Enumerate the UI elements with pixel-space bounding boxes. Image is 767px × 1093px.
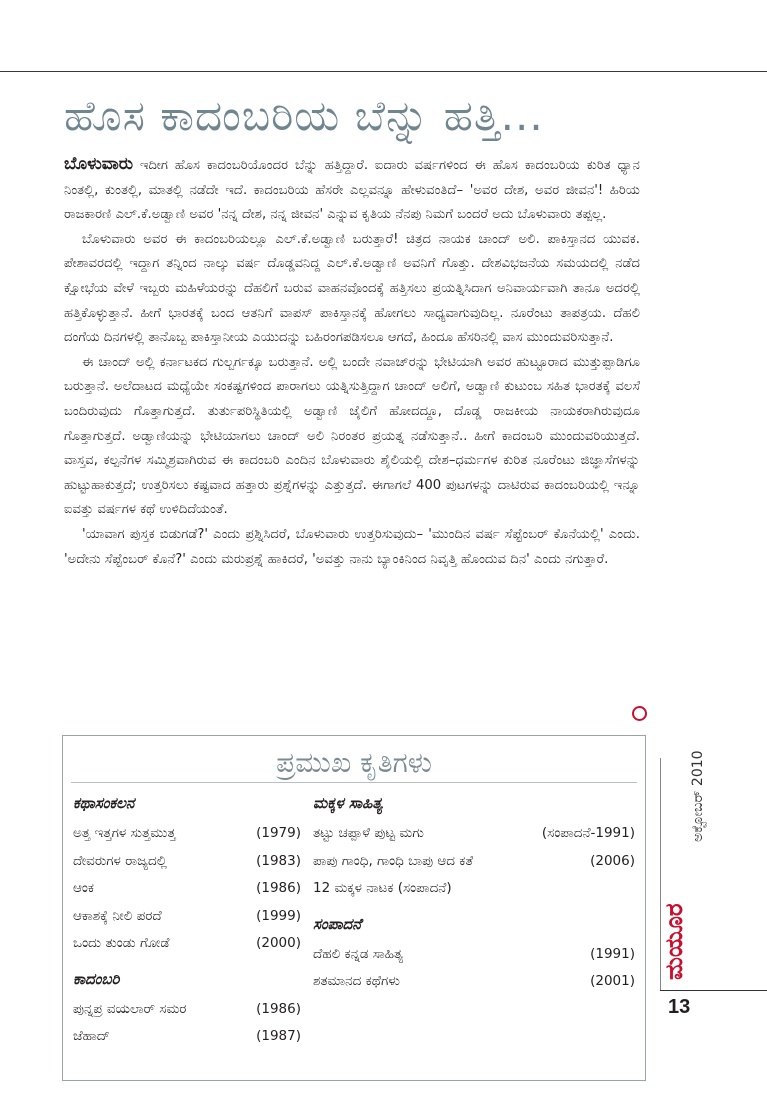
list-item: [313, 941, 635, 969]
works-column-right: [313, 790, 635, 996]
works-box: [62, 735, 646, 1081]
work-year: [629, 875, 635, 903]
page-number: 13: [668, 996, 691, 1018]
work-year: (2001): [590, 973, 635, 989]
work-name: ಪುನ್ನಪ್ರ ವಯಲಾರ್ ಸಮರ: [73, 1000, 187, 1017]
work-name: ದೇವರುಗಳ ರಾಜ್ಯದಲ್ಲಿ: [73, 852, 167, 869]
category-novels: ಕಾದಂಬರಿ: [73, 969, 120, 988]
works-column-left: [73, 790, 301, 1051]
category-children-literature: ಮಕ್ಕಳ ಸಾಹಿತ್ಯ: [313, 794, 383, 812]
work-name: ದೆಹಲಿ ಕನ್ನಡ ಸಾಹಿತ್ಯ: [313, 945, 404, 962]
article-paragraph-3: ಈ ಚಾಂದ್ ಅಲ್ಲಿ ಕರ್ನಾಟಕದ ಗುಲ್ಬರ್ಗಕ್ಕೂ ಬರುತ್ತಾನೆ. ಅಲ್ಲಿ ಬಂದೇ ನವಾಜ್‌ರನ್ನು ಭೇಟಿಯಾಗಿ ಅವರ ಹುಟ್ಟೂರಾದ ಮುತ್ತುಪ್ಪಾಡಿಗೂ ಬರುತ್ತಾನೆ. ಅಲೆದಾಟದ ಮಧ್ಯೆಯೇ ಸಂಕಷ್ಟಗಳಿಂದ ಪಾರಾಗಲು ಯತ್ನಿಸುತ್ತಿದ್ದಾಗ ಚಾಂದ್ ಅಲಿಗೆ, ಅಡ್ವಾಣಿ ಕುಟುಂಬ ಸಹಿತ ಭಾರತಕ್ಕೆ ವಲಸೆ ಬಂದಿರುವುದು ಗೊತ್ತಾಗುತ್ತದೆ. ತುರ್ತುಪರಿಸ್ಥಿತಿಯಲ್ಲಿ ಅಡ್ವಾಣಿ ಜೈಲಿಗೆ ಹೋದದ್ದೂ, ದೊಡ್ಡ ರಾಜಕೀಯ ನಾಯಕರಾಗಿರುವುದೂ ಗೊತ್ತಾಗುತ್ತದೆ. ಅಡ್ವಾಣಿಯನ್ನು ಭೇಟಿಯಾಗಲು ಚಾಂದ್ ಅಲಿ ನಿರಂತರ ಪ್ರಯತ್ನ ನಡೆಸುತ್ತಾನೆ.. ಹೀಗೆ ಕಾದಂಬರಿ ಮುಂದುವರಿಯುತ್ತದೆ. ವಾಸ್ತವ, ಕಲ್ಪನೆಗಳ ಸಮ್ಮಿಶ್ರವಾಗಿರುವ ಈ ಕಾದಂಬರಿ ಎಂದಿನ ಬೊಳುವಾರು ಶೈಲಿಯಲ್ಲಿ ದೇಶ–ಧರ್ಮಗಳ ಕುರಿತ ನೂರೆಂಟು ಜಿಜ್ಞಾಸೆಗಳನ್ನು ಹುಟ್ಟುಹಾಕುತ್ತದೆ; ಉತ್ತರಿಸಲು ಕಷ್ಟವಾದ ಹತ್ತಾರು ಪ್ರಶ್ನೆಗಳನ್ನು ಎತ್ತುತ್ತದೆ. ಈಗಾಗಲೆ 400 ಪುಟಗಳನ್ನು ದಾಟಿರುವ ಕಾದಂಬರಿಯಲ್ಲಿ ಇನ್ನೂ ಐವತ್ತು ವರ್ಷಗಳ ಕಥೆ ಉಳಿದಿದೆಯಂತೆ.: [64, 354, 640, 518]
work-name: ಆಕಾಶಕ್ಕೆ ನೀಲಿ ಪರದೆ: [73, 907, 162, 924]
works-divider: [71, 782, 637, 783]
list-item: [313, 848, 635, 876]
end-mark-circle-icon: [632, 706, 647, 721]
work-year: (1999): [256, 907, 301, 924]
list-item: [313, 875, 635, 903]
list-item: [73, 903, 301, 931]
work-name: ಪಾಪು ಗಾಂಧಿ, ಗಾಂಧಿ ಬಾಪು ಆದ ಕತೆ: [313, 852, 474, 869]
lead-text: ಇದೀಗ ಹೊಸ ಕಾದಂಬರಿಯೊಂದರ ಬೆನ್ನು ಹತ್ತಿದ್ದಾರೆ. ಐದಾರು ವರ್ಷಗಳಿಂದ ಈ ಹೊಸ ಕಾದಂಬರಿಯ ಕುರಿತ ಧ್ಯಾನ ನಿಂತಲ್ಲಿ, ಕುಂತಲ್ಲಿ, ಮಾತಲ್ಲಿ ನಡೆದೇ ಇದೆ. ಕಾದಂಬರಿಯ ಹೆಸರೇ ಎಲ್ಲವನ್ನೂ ಹೇಳುವಂತಿದೆ– 'ಅವರ ದೇಶ, ಅವರ ಜೀವನ'! ಹಿರಿಯ ರಾಜಕಾರಣಿ ಎಲ್.ಕೆ.ಅಡ್ವಾಣಿ ಅವರ 'ನನ್ನ ದೇಶ, ನನ್ನ ಜೀವನ' ಎನ್ನುವ ಕೃತಿಯ ನೆನಪು ನಿಮಗೆ ಬಂದರೆ ಅದು ಬೊಳುವಾರು ತಪ್ಪಲ್ಲ.: [64, 158, 640, 223]
list-item: [73, 1023, 301, 1051]
work-name: 12 ಮಕ್ಕಳ ನಾಟಕ (ಸಂಪಾದನೆ): [313, 880, 452, 896]
list-item: [73, 875, 301, 903]
work-name: ತಟ್ಟು ಚಪ್ಪಾಳೆ ಪುಟ್ಟ ಮಗು: [313, 825, 424, 841]
work-year: (1991): [590, 945, 635, 962]
list-item: [73, 996, 301, 1024]
footer-rule: [660, 990, 767, 991]
lead-word: ಬೊಳುವಾರು: [64, 154, 134, 174]
article-paragraph-4: 'ಯಾವಾಗ ಪುಸ್ತಕ ಬಿಡುಗಡೆ?' ಎಂದು ಪ್ರಶ್ನಿಸಿದರೆ, ಬೊಳುವಾರು ಉತ್ತರಿಸುವುದು– 'ಮುಂದಿನ ವರ್ಷ ಸೆಪ್ಟೆಂಬರ್ ಕೊನೆಯಲ್ಲಿ' ಎಂದು. 'ಅದೇನು ಸೆಪ್ಟೆಂಬರ್ ಕೊನೆ?' ಎಂದು ಮರುಪ್ರಶ್ನೆ ಹಾಕಿದರೆ, 'ಅವತ್ತು ನಾನು ಬ್ಯಾಂಕಿನಿಂದ ನಿವೃತ್ತಿ ಹೊಂದುವ ದಿನ' ಎಂದು ನಗುತ್ತಾರೆ.: [64, 526, 640, 567]
lead-paragraph: [64, 152, 640, 228]
top-rule: [0, 71, 767, 72]
work-year: (1979): [256, 825, 301, 841]
works-title: ಪ್ರಮುಖ ಕೃತಿಗಳು: [276, 746, 432, 779]
article-paragraph-2: ಬೊಳುವಾರು ಅವರ ಈ ಕಾದಂಬರಿಯಲ್ಲೂ ಎಲ್.ಕೆ.ಅಡ್ವಾಣಿ ಬರುತ್ತಾರೆ! ಚಿತ್ರದ ನಾಯಕ ಚಾಂದ್ ಅಲಿ. ಪಾಕಿಸ್ತಾನದ ಯುವಕ. ಪೇಶಾವರದಲ್ಲಿ ಇದ್ದಾಗ ತನ್ನಿಂದ ನಾಲ್ಕು ವರ್ಷ ದೊಡ್ಡವನಿದ್ದ ಎಲ್.ಕೆ.ಅಡ್ವಾಣಿ ಅವನಿಗೆ ಗೊತ್ತು. ದೇಶವಿಭಜನೆಯ ಸಮಯದಲ್ಲಿ ನಡೆದ ಕ್ಷೋಭೆಯ ವೇಳೆ ಇಬ್ಬರು ಮಹಿಳೆಯರನ್ನು ದೆಹಲಿಗೆ ಬರುವ ವಾಹನವೊಂದಕ್ಕೆ ಹತ್ತಿಸಲು ಪ್ರಯತ್ನಿಸಿದಾಗ ಅನಿವಾರ್ಯವಾಗಿ ತಾನೂ ಅದರಲ್ಲಿ ಹತ್ತಿಕೊಳ್ಳುತ್ತಾನೆ. ಹೀಗೆ ಭಾರತಕ್ಕೆ ಬಂದ ಆತನಿಗೆ ವಾಪಸ್ ಪಾಕಿಸ್ತಾನಕ್ಕೆ ಹೋಗಲು ಸಾಧ್ಯವಾಗುವುದಿಲ್ಲ. ನೂರೆಂಟು ತಾಪತ್ರಯ. ದೆಹಲಿ ದಂಗೆಯ ದಿನಗಳಲ್ಲಿ ತಾನೊಬ್ಬ ಪಾಕಿಸ್ತಾನೀಯ ಎಯುದನ್ನು ಬಹಿರಂಗಪಡಿಸಲೂ ಆಗದೆ, ಹಿಂದೂ ಹೆಸರಿನಲ್ಲಿ ವಾಸ ಮುಂದುವರಿಸುತ್ತಾನೆ.: [64, 231, 640, 346]
category-edited: ಸಂಪಾದನೆ: [313, 914, 362, 933]
issue-date: ಅಕ್ಟೋಬರ್ 2010: [690, 750, 706, 842]
list-item: [73, 848, 301, 876]
list-item: [73, 930, 301, 958]
work-year: (2006): [590, 852, 635, 869]
work-name: ಜೆಹಾದ್: [73, 1028, 110, 1044]
list-item: [313, 968, 635, 996]
list-item: [313, 820, 635, 848]
work-name: ಶತಮಾನದ ಕಥೆಗಳು: [313, 973, 400, 989]
category-story-collections: ಕಥಾಸಂಕಲನ: [73, 794, 135, 812]
work-year: (1987): [256, 1028, 301, 1044]
headline: ಹೊಸ ಕಾದಂಬರಿಯ ಬೆನ್ನು ಹತ್ತಿ...: [64, 91, 544, 140]
work-name: ಒಂದು ತುಂಡು ಗೋಡೆ: [73, 935, 170, 951]
work-year: (1986): [256, 880, 301, 896]
work-year: (1986): [256, 1000, 301, 1017]
magazine-name: ಮಯೂರ: [660, 903, 688, 980]
work-year: (ಸಂಪಾದನೆ-1991): [541, 825, 635, 841]
work-year: (1983): [256, 852, 301, 869]
work-year: (2000): [256, 935, 301, 951]
work-name: ಅತ್ತ ಇತ್ತಗಳ ಸುತ್ತಮುತ್ತ: [73, 825, 176, 841]
work-name: ಆಂಕ: [73, 880, 94, 896]
list-item: [73, 820, 301, 848]
article-body: [64, 152, 640, 572]
